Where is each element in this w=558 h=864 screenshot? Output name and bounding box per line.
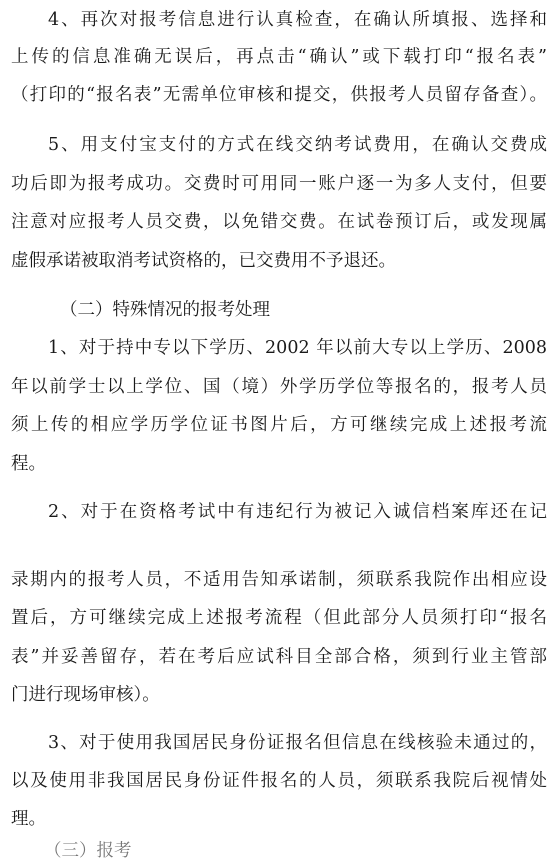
special-3-line-1: 3、对于使用我国居民身份证报名但信息在线核验未通过的，	[48, 733, 547, 753]
item-5-line-3: 注意对应报考人员交费，以免错交费。在试卷预订后，或发现属	[11, 212, 547, 232]
item-5-line-4: 虚假承诺被取消考试资格的，已交费用不予退还。	[11, 251, 396, 271]
item-5-line-1: 5、用支付宝支付的方式在线交纳考试费用，在确认交费成	[48, 135, 547, 155]
special-3-line-3: 理。	[11, 809, 46, 829]
cut-off-heading-fragment: （三）报考	[44, 841, 132, 861]
special-1-line-2: 年以前学士以上学位、国（境）外学历学位等报名的，报考人员	[11, 377, 547, 397]
special-1-line-4: 程。	[11, 454, 46, 474]
item-4-line-1: 4、再次对报考信息进行认真检查，在确认所填报、选择和	[48, 10, 547, 30]
section-heading: （二）特殊情况的报考处理	[60, 300, 270, 320]
special-3-line-2: 以及使用非我国居民身份证件报名的人员，须联系我院后视情处	[11, 771, 547, 791]
special-2-line-1: 2、对于在资格考试中有违纪行为被记入诚信档案库还在记	[48, 502, 547, 522]
special-2-line-2: 录期内的报考人员，不适用告知承诺制，须联系我院作出相应设	[11, 570, 547, 590]
special-2-line-3: 置后，方可继续完成上述报考流程（但此部分人员须打印“报名	[11, 608, 547, 628]
item-5-line-2: 功后即为报考成功。交费时可用同一账户逐一为多人支付，但要	[11, 174, 547, 194]
item-4-line-2: 上传的信息准确无误后，再点击“确认”或下载打印“报名表”	[11, 47, 547, 67]
special-2-line-5: 门进行现场审核）。	[11, 685, 160, 705]
special-1-line-3: 须上传的相应学历学位证书图片后，方可继续完成上述报考流	[11, 415, 547, 435]
special-1-line-1: 1、对于持中专以下学历、2002 年以前大专以上学历、2008	[48, 338, 547, 358]
item-4-line-3: （打印的“报名表”无需单位审核和提交，供报考人员留存备查）。	[11, 85, 547, 105]
special-2-line-4: 表”并妥善留存，若在考后应试科目全部合格，须到行业主管部	[11, 647, 547, 667]
